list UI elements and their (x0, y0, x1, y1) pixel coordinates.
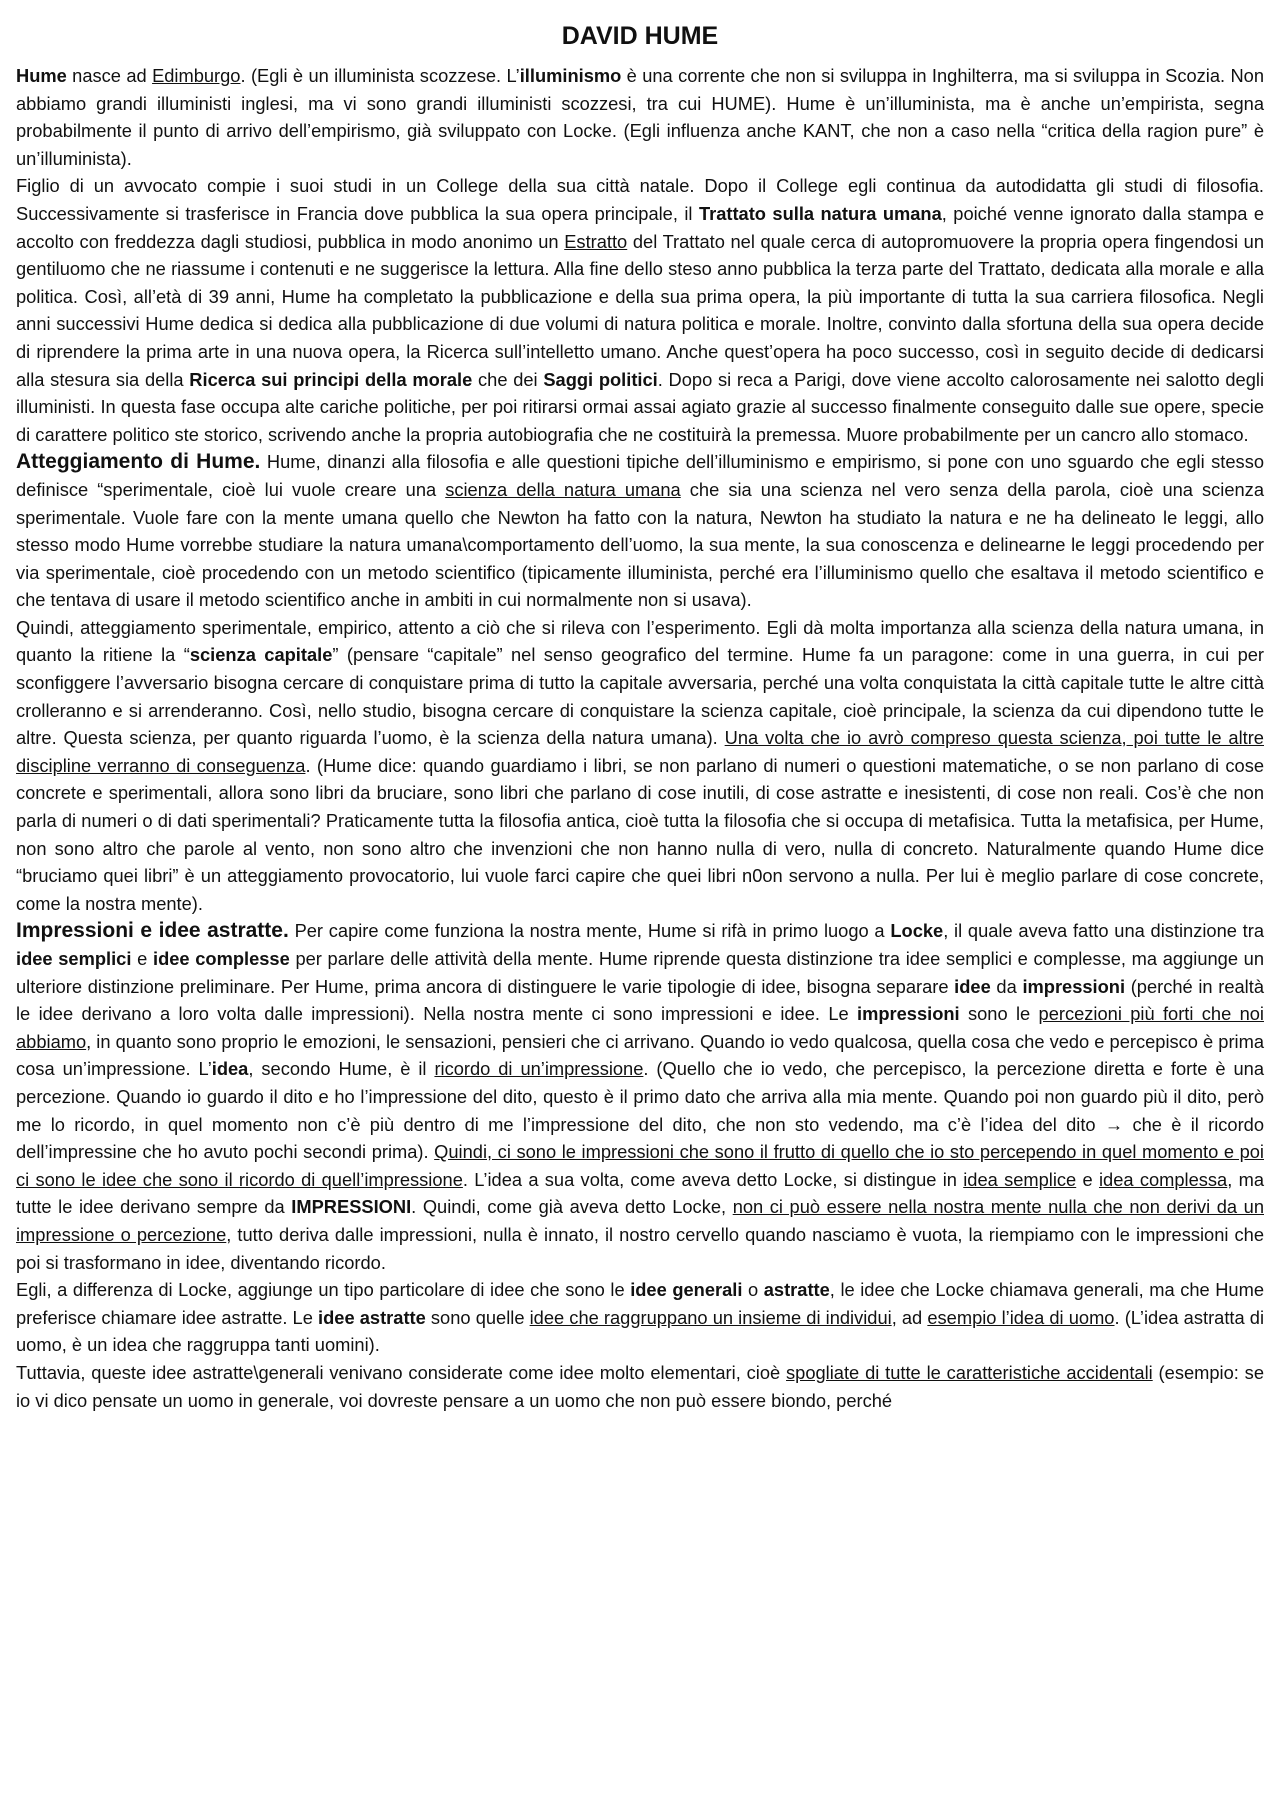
text-run: (esempio: se io vi dico pensate un uomo in generale, voi dovreste pensare a un uomo che non può essere biondo, perché (16, 1361, 1264, 1411)
text-run: . (Egli è un illuminista scozzese. L’ (240, 65, 520, 86)
text-run: . Dopo si reca a Parigi, dove viene accolto calorosamente nei salotto degli illuministi. In questa fase occupa alte cariche politiche, per poi ritirarsi ormai assai agiato grazie al successo finalmente conseguito dalle sue opere, specie di carattere politico ste storico, scrivendo anche la propria autobiografia che ne costituirà la premessa. Muore probabilmente per un cancro allo stomaco. (16, 368, 1265, 445)
paragraph-capital-science (16, 614, 1264, 918)
bold-term: Trattato sulla natura umana (698, 202, 942, 224)
text-run: , secondo Hume, è il (248, 1058, 435, 1080)
paragraph-biography-works (16, 172, 1264, 448)
text-run: , ad (891, 1306, 928, 1328)
text-run: e (131, 948, 153, 969)
bold-term: Saggi politici (543, 368, 658, 390)
bold-term: idee complesse (152, 948, 290, 969)
underlined-text: ricordo di un’impressione (434, 1058, 644, 1080)
text-run: , tutto deriva dalle impressioni, nulla è innato, il nostro cervello quando nasciamo è vuota, la riempiamo con le impressioni che poi si trasformano in idee, diventando ricordo. (16, 1223, 1264, 1273)
bold-term: idee semplici (16, 948, 132, 969)
text-run: da (990, 975, 1023, 997)
text-run: e (1076, 1168, 1099, 1190)
paragraph-impressions-ideas (16, 917, 1264, 1276)
underlined-text: scienza della natura umana (445, 478, 681, 500)
text-run: nasce ad (66, 65, 153, 86)
text-run: . (Quello che io vedo, che percepisco, la percezione diretta e forte è una percezione. Quando io guardo il dito e ho l’impressione del dito, questo è il primo dato che arriva alla mia mente. Quando poi non guardo più il dito, però me lo ricordo, in quel momento non c’è più dentro di me l’impressione del dito, che non sto vedendo, ma c’è l’idea del dito → che è il ricordo dell’impressine che ho avuto pochi secondi prima). (16, 1058, 1265, 1163)
underlined-text: Una volta che io avrò compreso questa scienza, poi tutte le altre discipline verranno di conseguenza (16, 727, 1264, 776)
bold-term: scienza capitale (189, 644, 333, 666)
bold-term: idee (954, 975, 991, 997)
paragraph-hume-attitude (16, 448, 1264, 614)
underlined-text: idee che raggruppano un insieme di individui (529, 1306, 892, 1328)
bold-term: Locke (890, 920, 944, 942)
underlined-text: non ci può essere nella nostra mente nulla che non derivi da un impressione o percezione (16, 1196, 1264, 1245)
section-heading: Atteggiamento di Hume. (16, 450, 261, 474)
text-run: ” (pensare “capitale” nel senso geografico del termine. Hume fa un paragone: come in una guerra, in cui per sconfiggere l’avversario bisogna cercare di conquistare prima di tutto la capitale avversaria, perché una volta conquistata la città capitale tutte le altre città crolleranno e si arrenderanno. Così, nello studio, bisogna cercare di conquistare la scienza capitale, cioè principale, la scienza da cui dipendono tutte le altre. Questa scienza, per quanto riguarda l’uomo, è la scienza della natura umana). (16, 644, 1264, 749)
text-run: , le idee che Locke chiamava generali, ma che Hume preferisce chiamare idee astratte. Le (16, 1279, 1264, 1328)
bold-term: impressioni (857, 1003, 960, 1025)
text-run: , in quanto sono proprio le emozioni, le sensazioni, pensieri che ci arrivano. Quando io vedo qualcosa, quella cosa che vedo e percepisco è prima cosa un’impressione. L’ (16, 1030, 1264, 1080)
document-title: DAVID HUME (561, 22, 719, 50)
bold-term: impressioni (1022, 975, 1126, 997)
section-heading: Impressioni e idee astratte. (16, 919, 289, 943)
underlined-text: percezioni più forti che noi abbiamo (16, 1003, 1264, 1052)
text-run: , il quale aveva fatto una distinzione tra (943, 920, 1265, 942)
bold-term: idee generali (630, 1279, 743, 1301)
text-run: è una corrente che non si sviluppa in Inghilterra, ma si sviluppa in Scozia. Non abbiamo grandi illuministi inglesi, ma vi sono grandi illuministi scozzesi, tra cui HUME). Hume è un’illuminista, ma è anche un’empirista, segna probabilmente il punto di arrivo dell’empirismo, già sviluppato con Locke. (Egli influenza anche KANT, che non a caso nella “critica della ragion pure” è un’illuminista). (16, 65, 1264, 169)
text-run: Egli, a differenza di Locke, aggiunge un tipo particolare di idee che sono le (16, 1279, 631, 1301)
text-run: , ma tutte le idee derivano sempre da (16, 1168, 1265, 1218)
text-run: Tuttavia, queste idee astratte\generali venivano considerate come idee molto elementari, cioè (16, 1361, 787, 1383)
paragraph-abstract-ideas (16, 1276, 1264, 1359)
bold-term: Ricerca sui principi della morale (189, 368, 473, 390)
text-run: sono le (959, 1003, 1039, 1025)
text-run: , poiché venne ignorato dalla stampa e accolto con freddezza dagli studiosi, pubblica in modo anonimo un (16, 202, 1264, 252)
bold-term: IMPRESSIONI (291, 1196, 412, 1218)
underlined-text: esempio l’idea di uomo (927, 1306, 1115, 1328)
underlined-text: idea complessa (1098, 1168, 1228, 1190)
bold-term: illuminismo (519, 65, 622, 86)
underlined-text: Quindi, ci sono le impressioni che sono il frutto di quello che io sto percependo in quel momento e poi ci sono le idee che sono il ricordo di quell’impressione (16, 1141, 1264, 1190)
underlined-text: idea semplice (963, 1168, 1077, 1190)
paragraph-general-ideas (16, 1359, 1264, 1414)
text-run: Quindi, atteggiamento sperimentale, empirico, attento a ciò che si rileva con l’esperimento. Egli dà molta importanza alla scienza della natura umana, in quanto la ritiene la “ (16, 616, 1264, 666)
paragraph-biography-intro (16, 62, 1264, 172)
bold-term: astratte (763, 1279, 830, 1301)
underlined-text: spogliate di tutte le caratteristiche accidentali (786, 1361, 1153, 1383)
text-run: . Quindi, come già aveva detto Locke, (411, 1196, 733, 1218)
text-run: del Trattato nel quale cerca di autopromuovere la propria opera fingendosi un gentiluomo che ne riassume i contenuti e ne suggerisce la lettura. Alla fine dello steso anno pubblica la terza parte del Trattato, dedicata alla morale e alla politica. Così, all’età di 39 anni, Hume ha completato la pubblicazione e della sua prima opera, la più importante di tutta la sua carriera filosofica. Negli anni successivi Hume dedica si dedica alla pubblicazione di due volumi di natura politica e morale. Inoltre, convinto dalla sfortuna della sua opera decide di riprendere la prima arte in una nuova opera, la Ricerca sull’intelletto umano. Anche quest’opera ha poco successo, così in seguito decide di dedicarsi alla stesura sia della (16, 230, 1264, 390)
text-run: . (L’idea astratta di uomo, è un idea che raggruppa tanti uomini). (16, 1306, 1265, 1356)
underlined-text: Estratto (564, 230, 628, 252)
text-run: che sia una scienza nel vero senza della parola, cioè una scienza sperimentale. Vuole fare con la mente umana quello che Newton ha fatto con la natura, Newton ha studiato la natura e ne ha delineato le leggi, allo stesso modo Hume vorrebbe studiare la natura umana\comportamento dell’uomo, la sua mente, la sua conoscenza e delinearne le leggi procedendo per via sperimentale, cioè procedendo con un metodo scientifico (tipicamente illuminista, perché era l’illuminismo quello che esaltava il metodo scientifico e che tentava di usare il metodo scientifico anche in ambiti in cui normalmente non si usava). (16, 478, 1264, 611)
underlined-text: Edimburgo (152, 65, 241, 86)
bold-term: Hume (16, 65, 67, 86)
text-run: . (Hume dice: quando guardiamo i libri, se non parlano di numeri o questioni matematiche, o se non parlano di cose concrete e sperimentali, allora sono libri da bruciare, sono libri che parlano di cose inutili, di cose astratte e inesistenti, di cose non reali. Cos’è che non parla di numeri o di dati sperimentali? Praticamente tutta la filosofia antica, cioè tutta la filosofia che si occupa di metafisica. Tutta la metafisica, per Hume, non sono altro che parole al vento, non sono altro che invenzioni che non hanno nulla di vero, nulla di concreto. Naturalmente quando Hume dice “bruciamo quei libri” è un atteggiamento provocatorio, lui vuole farci capire che quei libri n0on servono a nulla. Per lui è meglio parlare di cose concrete, come la nostra mente). (16, 754, 1264, 914)
bold-term: idee astratte (318, 1306, 426, 1328)
bold-term: idea (211, 1058, 249, 1080)
text-run: Per capire come funziona la nostra mente, Hume si rifà in primo luogo a (288, 920, 891, 942)
text-run: . L’idea a sua volta, come aveva detto Locke, si distingue in (462, 1168, 964, 1190)
text-run: Figlio di un avvocato compie i suoi studi in un College della sua città natale. Dopo il College egli continua da autodidatta gli studi di filosofia. Successivamente si trasferisce in Francia dove pubblica la sua opera principale, il (16, 175, 1264, 224)
text-run: per parlare delle attività della mente. Hume riprende questa distinzione tra idee semplici e complesse, ma aggiunge un ulteriore distinzione preliminare. Per Hume, prima ancora di distinguere le varie tipologie di idee, bisogna separare (16, 948, 1265, 997)
text-run: o (742, 1279, 764, 1301)
text-run: che dei (472, 368, 544, 390)
text-run: sono quelle (425, 1306, 530, 1328)
text-run: (perché in realtà le idee derivano a loro volta dalle impressioni). Nella nostra mente ci sono impressioni e idee. Le (16, 975, 1264, 1025)
text-run: Hume, dinanzi alla filosofia e alle questioni tipiche dell’illuminismo e empirismo, si pone con uno sguardo che egli stesso definisce “sperimentale, cioè lui vuole creare una (16, 451, 1265, 500)
